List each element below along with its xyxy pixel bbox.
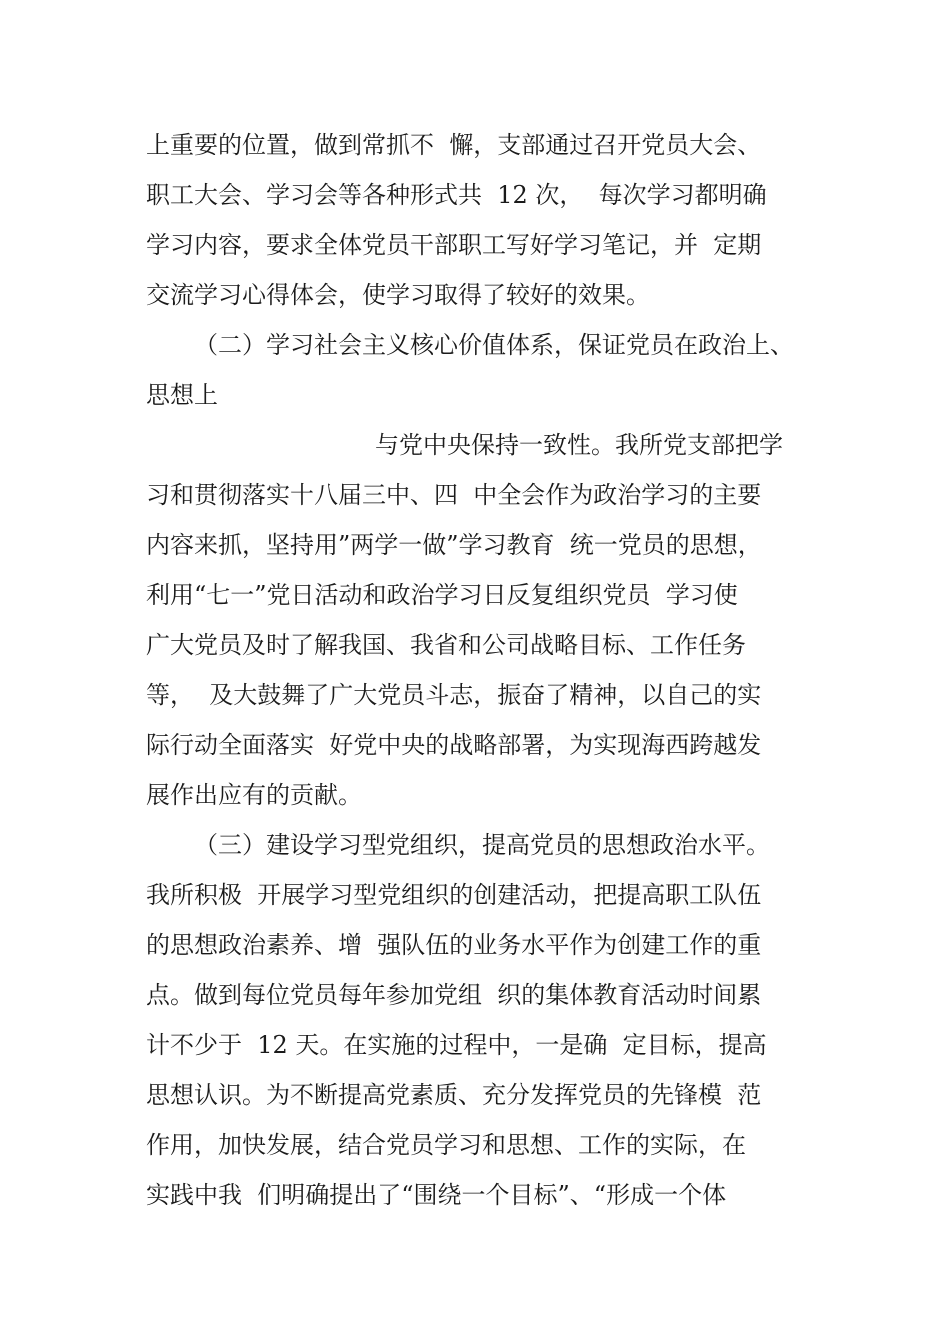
paragraph-3-line-6: 作用，加快发展，结合党员学习和思想、工作的实际，在 — [146, 1131, 746, 1159]
document-body — [146, 120, 826, 1220]
section-2-heading: （二）学习社会主义核心价值体系，保证党员在政治上、 — [194, 331, 794, 359]
paragraph-2-line-7: 等， 及大鼓舞了广大党员斗志，振奋了精神，以自己的实 — [146, 681, 762, 709]
paragraph-2-line-5: 利用“七一”党日活动和政治学习日反复组织党员 学习使 — [146, 581, 738, 609]
paragraph-1-line-1: 上重要的位置，做到常抓不 懈，支部通过召开党员大会、 — [146, 131, 762, 159]
paragraph-3-line-7: 实践中我 们明确提出了“围绕一个目标”、“形成一个体 — [146, 1181, 727, 1209]
paragraph-2-line-9: 展作出应有的贡献。 — [146, 781, 362, 809]
paragraph-2-line-2: 与党中央保持一致性。我所党支部把学 — [375, 431, 783, 459]
paragraph-2-line-8: 际行动全面落实 好党中央的战略部署，为实现海西跨越发 — [146, 731, 762, 759]
paragraph-1-line-3: 学习内容，要求全体党员干部职工写好学习笔记，并 定期 — [146, 231, 762, 259]
paragraph-2-line-6: 广大党员及时了解我国、我省和公司战略目标、工作任务 — [146, 631, 746, 659]
paragraph-3-line-2: 的思想政治素养、增 强队伍的业务水平作为创建工作的重 — [146, 931, 762, 959]
paragraph-2-line-1: 思想上 — [146, 381, 218, 409]
section-3-heading: （三）建设学习型党组织，提高党员的思想政治水平。 — [194, 831, 770, 859]
paragraph-2-line-4: 内容来抓，坚持用”两学一做”学习教育 统一党员的思想， — [146, 531, 762, 559]
paragraph-3-line-1: 我所积极 开展学习型党组织的创建活动，把提高职工队伍 — [146, 881, 762, 909]
paragraph-3-line-5: 思想认识。为不断提高党素质、充分发挥党员的先锋模 范 — [146, 1081, 762, 1109]
paragraph-2-line-3: 习和贯彻落实十八届三中、四 中全会作为政治学习的主要 — [146, 481, 762, 509]
paragraph-3-line-4: 计不少于 12 天。在实施的过程中，一是确 定目标，提高 — [146, 1031, 767, 1059]
paragraph-3-line-3: 点。做到每位党员每年参加党组 织的集体教育活动时间累 — [146, 981, 762, 1009]
paragraph-1-line-2: 职工大会、学习会等各种形式共 12 次， 每次学习都明确 — [146, 181, 767, 209]
paragraph-1-line-4: 交流学习心得体会，使学习取得了较好的效果。 — [146, 281, 650, 309]
